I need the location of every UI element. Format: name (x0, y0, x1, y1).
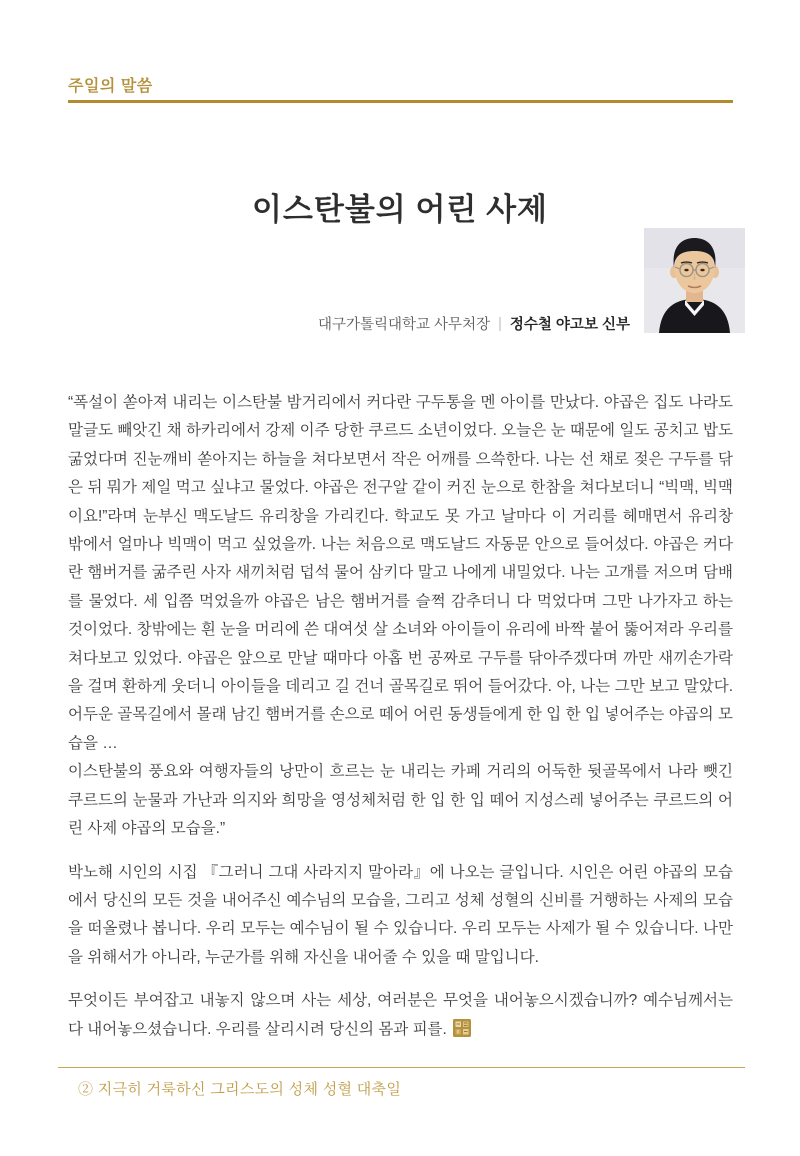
header-divider (68, 100, 733, 103)
quote-part-2: 이스탄불의 풍요와 여행자들의 낭만이 흐르는 눈 내리는 카페 거리의 어둑한 뒷골목에서 나라 뺏긴 쿠르드의 눈물과 가난과 의지와 희망을 영성체처럼 한 입 한 입 떼어 지성스레 넣어주는 쿠르드의 어린 사제 야곱의 모습을.” (68, 763, 733, 838)
quote-paragraph (68, 389, 733, 844)
page-title: 이스탄불의 어린 사제 (251, 192, 548, 227)
byline-affiliation: 대구가톨릭대학교 사무처장 (317, 317, 491, 333)
byline-author-name: 정수철 야고보 신부 (509, 317, 630, 333)
byline (318, 313, 630, 334)
closing-paragraph (68, 987, 733, 1044)
section-label: 주일의 말씀 (68, 78, 153, 95)
priest-portrait-photo (644, 228, 745, 333)
article-body (68, 389, 733, 1059)
commentary-paragraph: 박노해 시인의 시집 『그러니 그대 사라지지 말아라』에 나오는 글입니다. 시인은 어린 야곱의 모습에서 당신의 모든 것을 내어주신 예수님의 모습을, 그리고 성체 성혈의 신비를 거행하는 사제의 모습을 떠올렸나 봅니다. 우리 모두는 예수님이 될 수 있습니다. 우리 모두는 사제가 될 수 있습니다. 나만을 위해서가 아니라, 누군가를 위해 자신을 내어줄 수 있을 때 말입니다. (68, 863, 733, 966)
footer-feast-label: ② 지극히 거룩하신 그리스도의 성체 성혈 대축일 (78, 1081, 402, 1098)
quote-part-1: “폭설이 쏟아져 내리는 이스탄불 밤거리에서 커다란 구두통을 멘 아이를 만났다. 야곱은 집도 나라도 말글도 빼앗긴 채 하카리에서 강제 이주 당한 쿠르드 소년이었다. 오늘은 눈 때문에 일도 공치고 밥도 굶었다며 진눈깨비 쏟아지는 하늘을 쳐다보면서 작은 어깨를 으쓱한다. 나는 선 채로 젖은 구두를 닦은 뒤 뭐가 제일 먹고 싶냐고 물었다. 야곱은 전구알 같이 커진 눈으로 한참을 쳐다보더니 “빅맥, 빅맥이요!”라며 눈부신 맥도날드 유리창을 가리킨다. 학교도 못 가고 날마다 이 거리를 헤매면서 유리창 밖에서 얼마나 빅맥이 먹고 싶었을까. 나는 처음으로 맥도날드 자동문 안으로 들어섰다. 야곱은 커다란 햄버거를 굶주린 사자 새끼처럼 덥석 물어 삼키다 말고 나에게 내밀었다. 나는 고개를 저으며 담배를 물었다. 세 입쯤 먹었을까 야곱은 남은 햄버거를 슬쩍 감추더니 다 먹었다며 그만 나가자고 하는 것이었다. 창밖에는 흰 눈을 머리에 쓴 대여섯 살 소녀와 아이들이 유리에 바짝 붙어 뚫어져라 우리를 쳐다보고 있었다. 야곱은 앞으로 만날 때마다 아홉 번 공짜로 구두를 닦아주겠다며 까만 새끼손가락을 걸며 환하게 웃더니 아이들을 데리고 길 건너 골목길로 뛰어 들어갔다. 아, 나는 그만 보고 말았다. 어두운 골목길에서 몰래 남긴 햄버거를 손으로 떼어 어린 동생들에게 한 입 한 입 넣어주는 야곱의 모습을 … (68, 394, 733, 752)
footer-divider (58, 1067, 745, 1068)
closing-text: 무엇이든 부여잡고 내놓지 않으며 사는 세상, 여러분은 무엇을 내어놓으시겠습니까? 예수님께서는 다 내어놓으셨습니다. 우리를 살리시려 당신의 몸과 피를. (68, 992, 733, 1038)
byline-separator: | (498, 315, 502, 332)
gold-stamp-seal-icon (453, 1019, 471, 1037)
